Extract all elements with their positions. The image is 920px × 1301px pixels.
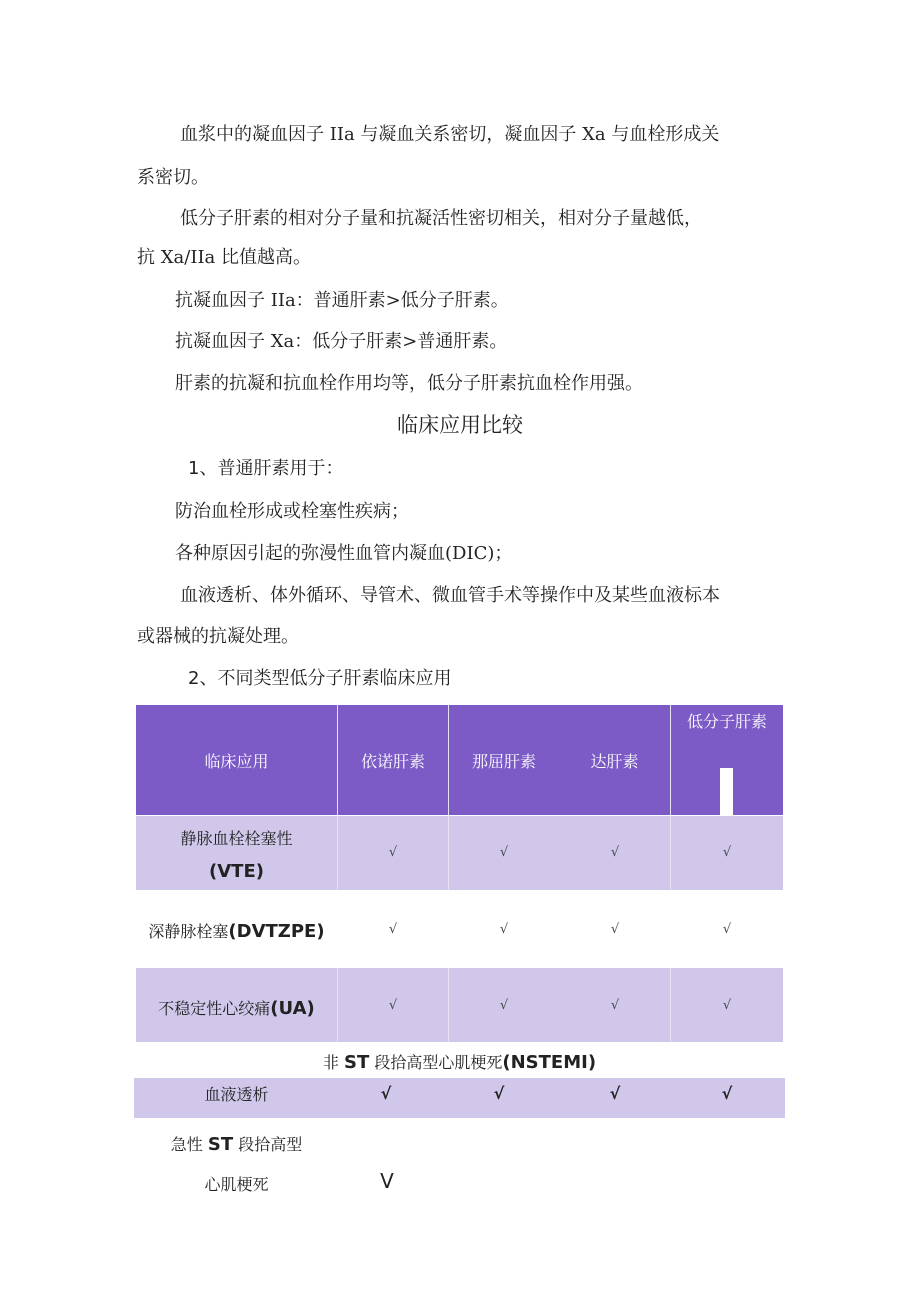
row-divider: [670, 816, 671, 890]
row-divider: [337, 968, 338, 1042]
row-divider: [670, 968, 671, 1042]
check-mark: √: [610, 922, 620, 937]
header-dalteparin: 达肝素: [590, 752, 639, 771]
paragraph-5: 肝素的抗凝和抗血栓作用均等，低分子肝素抗血栓作用强。: [175, 373, 643, 394]
nstemi-part: 非: [322, 1053, 339, 1072]
nstemi-part: ST: [344, 1052, 370, 1073]
row-label: [136, 998, 337, 1020]
paragraph-2-line-2: 抗 Xa/IIa 比值越高。: [137, 247, 312, 268]
list1-item-3-line-2: 或器械的抗凝处理。: [137, 626, 299, 647]
acute-part: ST: [207, 1134, 234, 1155]
dialysis-label: 血液透析: [204, 1085, 269, 1104]
check-mark: √: [609, 1084, 621, 1103]
list1-title: 1、普通肝素用于：: [188, 458, 344, 479]
section-heading: 临床应用比较: [397, 413, 523, 437]
check-mark: √: [499, 998, 509, 1013]
acute-row-label: [136, 1134, 337, 1156]
check-mark: √: [721, 1084, 733, 1103]
paragraph-2-line-1: 低分子肝素的相对分子量和抗凝活性密切相关，相对分子量越低，: [180, 208, 702, 229]
list2-title: 2、不同类型低分子肝素临床应用: [188, 668, 452, 689]
header-enoxaparin: 依诺肝素: [360, 752, 425, 771]
check-mark: √: [610, 845, 620, 860]
check-mark: √: [722, 998, 732, 1013]
row-label-text: 深静脉栓塞: [148, 922, 229, 941]
list1-item-2: 各种原因引起的弥漫性血管内凝血(DIC)；: [175, 543, 513, 564]
paragraph-4: 抗凝血因子 Xa：低分子肝素>普通肝素。: [175, 331, 508, 352]
check-mark: √: [499, 845, 509, 860]
list1-item-3-line-1: 血液透析、体外循环、导管术、微血管手术等操作中及某些血液标本: [180, 585, 720, 606]
row-label-abbr: (VTE): [209, 861, 264, 882]
check-mark: √: [388, 922, 398, 937]
check-mark: √: [388, 998, 398, 1013]
acute-part: 段拾高型: [238, 1135, 303, 1154]
row-label-text: 不稳定性心绞痛: [158, 999, 271, 1018]
nstemi-row-label: [136, 1052, 783, 1074]
row-label-abbr: (UA): [270, 998, 315, 1019]
row-label: [136, 921, 337, 943]
acute-mark: V: [380, 1169, 394, 1193]
paragraph-1-line-2: 系密切。: [137, 167, 209, 188]
paragraph-1-line-1: 血浆中的凝血因子 IIa 与凝血关系密切，凝血因子 Xa 与血栓形成关: [180, 124, 720, 145]
check-mark: √: [388, 845, 398, 860]
header-nadroparin: 那屈肝素: [471, 752, 536, 771]
list1-item-1: 防治血栓形成或栓塞性疾病；: [175, 501, 409, 522]
header-white-bar: [720, 768, 733, 815]
nstemi-part: (NSTEMI): [502, 1052, 597, 1073]
acute-row-label-line-2: 心肌梗死: [204, 1175, 269, 1194]
check-mark: √: [493, 1084, 505, 1103]
header-lmwh: 低分子肝素: [686, 712, 767, 731]
row-divider: [448, 816, 449, 890]
check-mark: √: [722, 845, 732, 860]
row-divider: [448, 968, 449, 1042]
paragraph-3: 抗凝血因子 IIa：普通肝素>低分子肝素。: [175, 290, 509, 311]
nstemi-part: 段拾高型心肌梗死: [374, 1053, 503, 1072]
row-label: 静脉血栓栓塞性: [180, 829, 293, 848]
check-mark: √: [380, 1084, 392, 1103]
row-divider: [337, 816, 338, 890]
check-mark: √: [722, 922, 732, 937]
acute-part: 急性: [170, 1135, 203, 1154]
header-clinical-use: 临床应用: [204, 752, 269, 771]
row-label-abbr: (DVTZPE): [228, 921, 325, 942]
check-mark: √: [610, 998, 620, 1013]
check-mark: √: [499, 922, 509, 937]
